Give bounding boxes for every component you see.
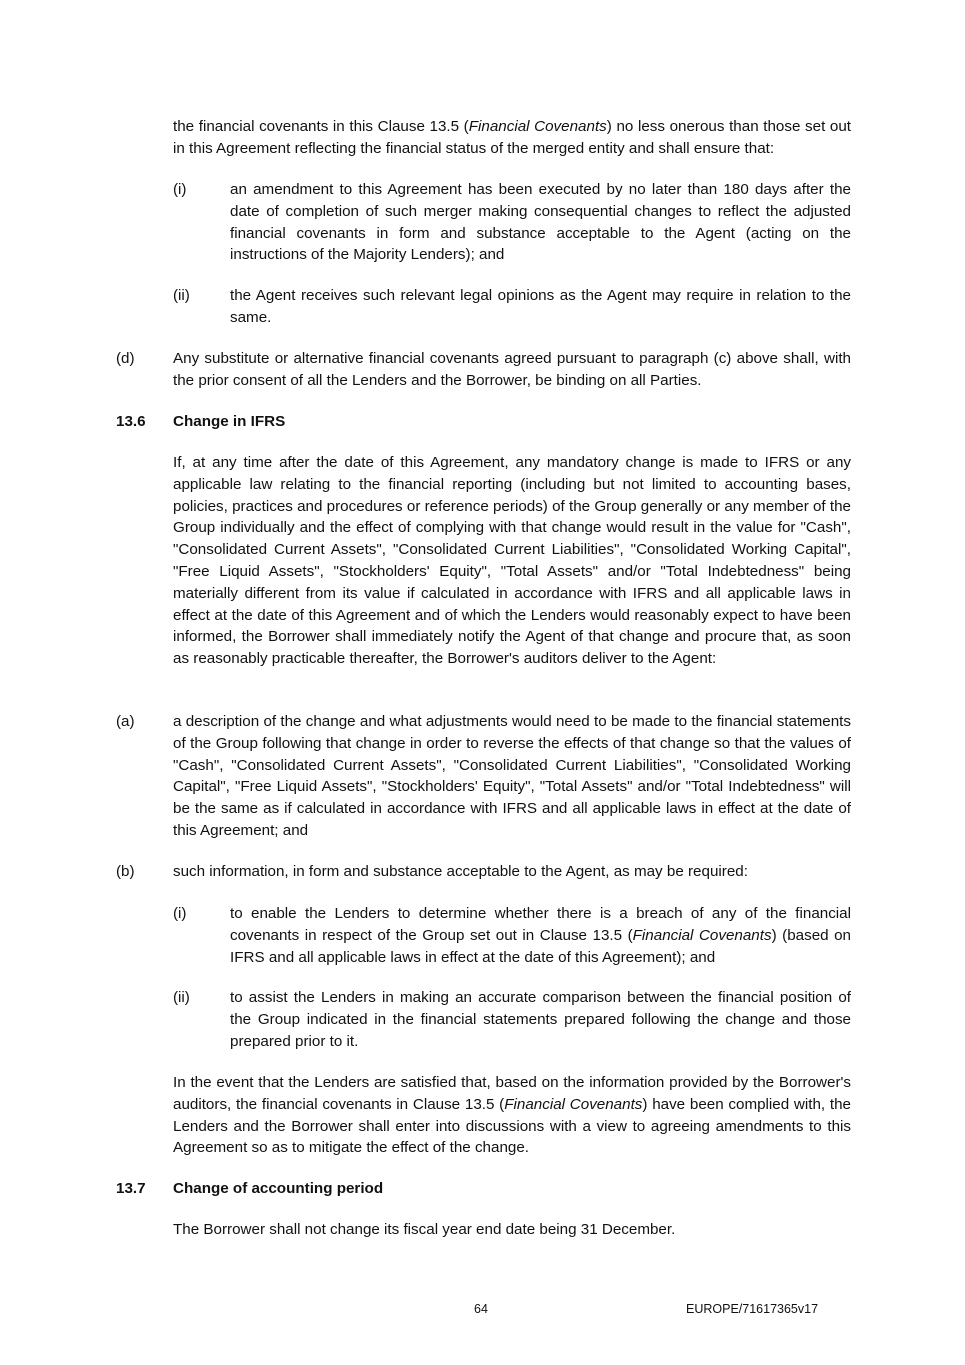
- text-run: ) no less onerous than those set out in this Agreement reflecting the financial status of the merged entity and shall ensure that:: [173, 118, 852, 157]
- paragraph-covenants-continuation: [173, 116, 851, 160]
- paragraph-d-text: Any substitute or alternative financial covenants agreed pursuant to paragraph (c) above shall, with the prior consent of all the Lenders and the Borrower, be binding on all Parties.: [173, 350, 851, 389]
- section-13-6-closing: [173, 1072, 851, 1159]
- page-number: 64: [474, 1302, 488, 1316]
- section-number: 13.6: [116, 413, 146, 430]
- item-b-text: such information, in form and substance acceptable to the Agent, as may be required:: [173, 863, 748, 880]
- item-b-ii-text: to assist the Lenders in making an accurate comparison between the financial position of the Group indicated in the financial statements prepared following the change and those prepared prior to it.: [230, 989, 851, 1050]
- item-number: (i): [173, 181, 187, 198]
- section-heading: Change of accounting period: [173, 1180, 384, 1197]
- section-number: 13.7: [116, 1180, 146, 1197]
- item-number: (d): [116, 350, 135, 367]
- item-b-i-text: [230, 903, 851, 968]
- text-run: ) have been complied with, the Lenders and the Borrower shall enter into discussions with a view to agreeing amendments to this Agreement so as to mitigate the effect of the change.: [173, 1095, 852, 1157]
- section-13-7-text: The Borrower shall not change its fiscal year end date being 31 December.: [173, 1221, 676, 1238]
- item-number: (ii): [173, 989, 190, 1006]
- text-run: to enable the Lenders to determine whether there is a breach of any of the financial covenants in respect of the Group set out in Clause 13.5 (: [230, 905, 851, 944]
- section-13-6-intro: If, at any time after the date of this Agreement, any mandatory change is made to IFRS or any applicable law relating to the financial reporting (including but not limited to accounting bases, policies, practices and procedures or reference periods) of the Group generally or any member of the Group individually and the effect of complying with that change would result in the value for "Cash", "Consolidated Current Assets", "Consolidated Current Liabilities", "Consolidated Working Capital", "Free Liquid Assets", "Stockholders' Equity", "Total Assets" and/or "Total Indebtedness" being materially different from its value if calculated in accordance with IFRS and all applicable laws in effect at the date of this Agreement and of which the Lenders would reasonably expect to have been informed, the Borrower shall immediately notify the Agent of that change and procure that, as soon as reasonably practicable thereafter, the Borrower's auditors deliver to the Agent:: [173, 454, 851, 668]
- item-a-text: a description of the change and what adjustments would need to be made to the financial statements of the Group following that change in order to reverse the effects of that change so that the values of "Cash", "Consolidated Current Assets", "Consolidated Current Liabilities", "Consolidated Working Capital", "Free Liquid Assets", "Stockholders' Equity", "Total Assets" and/or "Total Indebtedness" will be the same as if calculated in accordance with IFRS and all applicable laws in effect at the date of this Agreement; and: [173, 713, 851, 839]
- item-number: (b): [116, 863, 135, 880]
- text-run: In the event that the Lenders are satisfied that, based on the information provided by the Borrower's auditors, the financial covenants in Clause 13.5 (: [173, 1074, 851, 1113]
- italic-reference: Financial Covenants: [632, 926, 772, 944]
- document-reference: EUROPE/71617365v17: [686, 1302, 819, 1316]
- item-number: (a): [116, 713, 135, 730]
- item-c-i-text: an amendment to this Agreement has been executed by no later than 180 days after the date of completion of such merger making consequential changes to reflect the adjusted financial covenants in form and substance acceptable to the Agent (acting on the instructions of the Majority Lenders); and: [230, 181, 851, 264]
- item-number: (ii): [173, 287, 190, 304]
- italic-reference: Financial Covenants: [504, 1095, 643, 1113]
- italic-reference: Financial Covenants: [468, 118, 607, 135]
- section-heading: Change in IFRS: [173, 413, 286, 430]
- text-run: ) (based on IFRS and all applicable laws in effect at the date of this Agreement); and: [230, 926, 852, 966]
- text-run: the financial covenants in this Clause 13.5 (: [173, 118, 469, 135]
- item-c-ii-text: the Agent receives such relevant legal opinions as the Agent may require in relation to the same.: [230, 287, 851, 326]
- item-number: (i): [173, 905, 187, 922]
